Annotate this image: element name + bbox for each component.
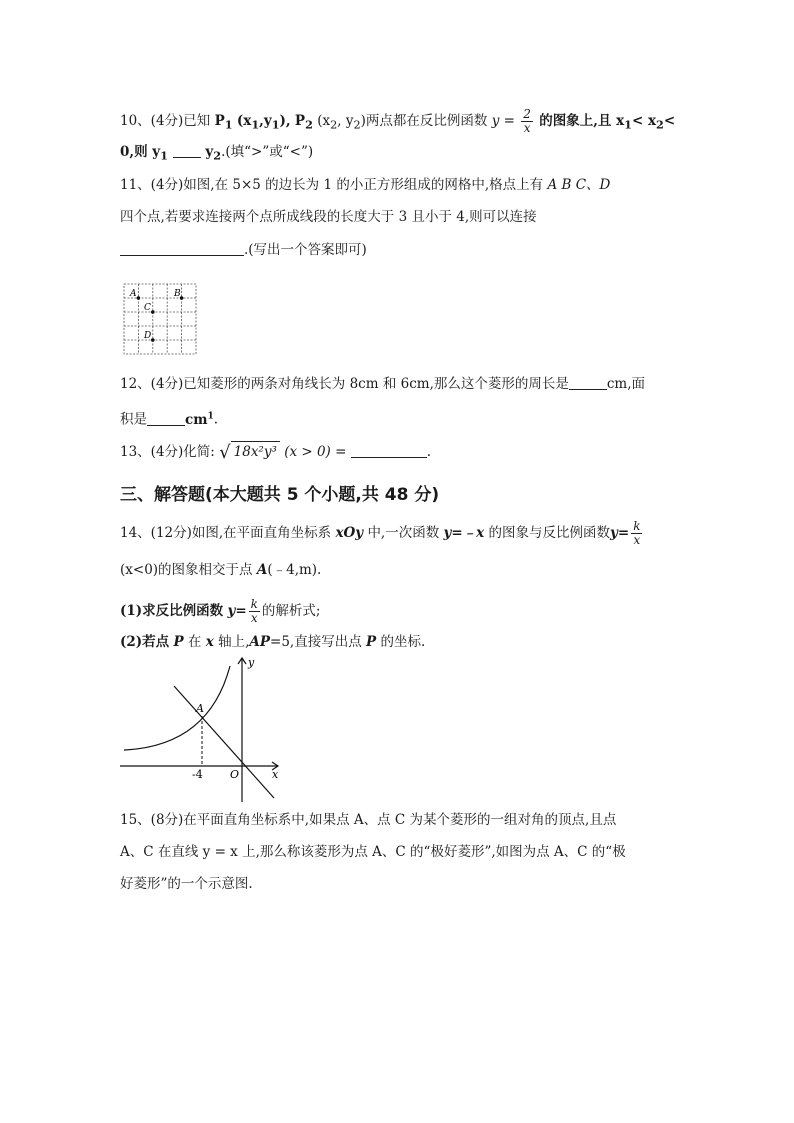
q14-part2: (2)若点 P 在 x 轴上,AP=5,直接写出点 P 的坐标. <box>120 634 426 650</box>
q13-line: 13、(4分)化简: √ 18x²y³ (x > 0) = . <box>120 442 432 463</box>
q12-blank-perimeter[interactable] <box>569 375 607 390</box>
tick-label-neg4: -4 <box>192 768 203 781</box>
q14-graph <box>118 652 288 807</box>
grid-point-a <box>137 296 141 300</box>
q11-grid-figure <box>122 282 200 358</box>
grid-label-b: B <box>174 289 181 299</box>
q11-blank[interactable] <box>120 241 244 256</box>
section-heading: 三、解答题(本大题共 5 个小题,共 48 分) <box>120 485 440 505</box>
q11-line2: 四个点,若要求连接两个点所成线段的长度大于 3 且小于 4,则可以连接 <box>120 209 537 225</box>
q11-line3: .(写出一个答案即可) <box>120 240 367 260</box>
q14-line2: (x<0)的图象相交于点 A(﹣4,m). <box>120 562 322 578</box>
origin-label: O <box>230 768 240 781</box>
fraction-2-over-x: $\frac{2}{x}$ <box>523 107 531 135</box>
q10-blank[interactable] <box>173 143 201 158</box>
grid-label-d: D <box>144 331 152 341</box>
fraction-k-over-x: $\frac{k}{x}$ <box>633 519 641 547</box>
q12-blank-area[interactable] <box>147 411 185 426</box>
q15-line2: A、C 在直线 y = x 上,那么称该菱形为点 A、C 的“极好菱形”,如图为点 A、C 的“极 <box>120 844 626 860</box>
grid-point-c <box>151 310 155 314</box>
q14-part1: (1)求反比例函数 y= $\frac{k}{x}$ 的解析式; <box>120 597 321 625</box>
q11-line1: 11、(4分)如图,在 5×5 的边长为 1 的小正方形组成的网格中,格点上有 A B C、D <box>120 177 611 193</box>
grid-point-d <box>151 338 155 342</box>
q10-line2: 0,则 $y_1$ $y_2$.(填“>”或“<”) <box>120 144 314 163</box>
q14-line1: 14、(12分)如图,在平面直角坐标系 xOy 中,一次函数 y=﹣x 的图象与反比例函数y= $\frac{k}{x}$ <box>120 519 641 547</box>
grid-label-a: A <box>130 289 137 299</box>
q12-line1: 12、(4分)已知菱形的两条对角线长为 8cm 和 6cm,那么这个菱形的周长是 cm,面 <box>120 376 646 392</box>
hyperbola-curve <box>124 666 230 750</box>
q10-line1: 10、(4分)已知 $P_1$ $(x_1,y_1)$, $P_2$ ($x_2$, $y_2$)两点都在反比例函数 y = $\frac{2}{x}$ 的图象上,且 $x_1< x_2<$ <box>120 107 676 135</box>
x-axis-label: x <box>272 768 279 781</box>
q15-line3: 好菱形”的一个示意图. <box>120 876 253 892</box>
q13-blank[interactable] <box>351 443 427 458</box>
fraction-k-over-x-2: $\frac{k}{x}$ <box>250 597 258 625</box>
sqrt-icon: √ <box>219 442 231 463</box>
grid-label-c: C <box>144 303 151 313</box>
line-y-neg-x <box>174 686 274 798</box>
q15-line1: 15、(8分)在平面直角坐标系中,如果点 A、点 C 为某个菱形的一组对角的顶点,且点 <box>120 812 617 828</box>
point-a-label: A <box>196 702 204 715</box>
q12-line2: 积是 $cm^1$. <box>120 411 219 428</box>
y-axis-label: y <box>248 656 255 669</box>
